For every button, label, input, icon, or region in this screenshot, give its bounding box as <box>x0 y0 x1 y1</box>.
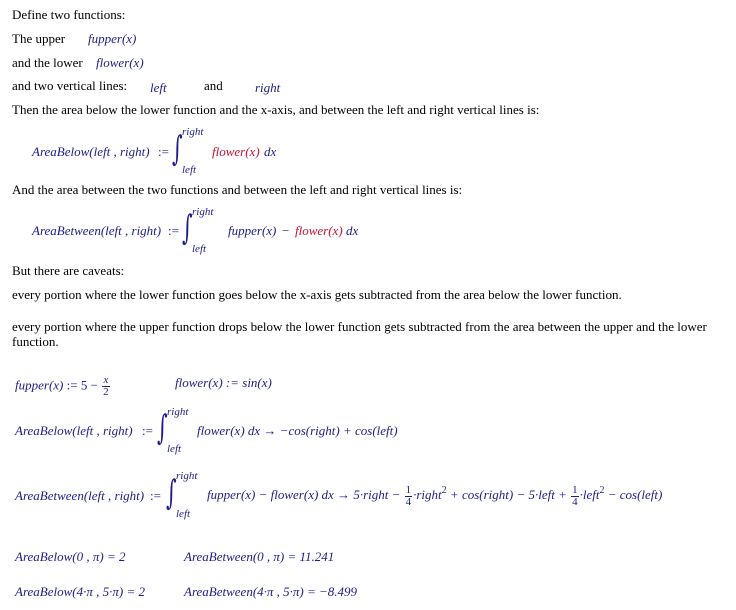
area-between-result: fupper(x) − flower(x) dx → 5·right − $\frac{1}{4}$ ·right$^2$ + cos(right) − 5·left + $\frac{1}{4}$ ·left$^2$ − cos(left) <box>207 483 663 508</box>
right-var[interactable]: right <box>255 80 281 95</box>
flower-definition[interactable]: flower(x) := sin(x) <box>175 375 272 390</box>
upper-limit: right <box>182 126 204 138</box>
result-area-below-0-pi[interactable]: AreaBelow(0 , π) = 2 <box>15 549 126 564</box>
area-below-result: flower(x) dx → −cos(right) + cos(left) <box>197 423 398 438</box>
minus-op: − <box>282 223 290 238</box>
vertical-lines-label: and two vertical lines: <box>12 78 128 93</box>
lower-limit: left <box>182 164 197 176</box>
integral-sign-icon: ∫ <box>172 129 183 169</box>
area-below-lhs: AreaBelow(left , right) <box>15 423 133 438</box>
caveats-heading: But there are caveats: <box>12 263 125 278</box>
integral-sign-icon: ∫ <box>157 408 168 448</box>
area-below-text: Then the area below the lower function and the x-axis, and between the left and right vertical lines is: <box>12 102 540 117</box>
fraction: $\frac{x}{2}$ <box>103 374 109 398</box>
area-between-lhs: AreaBetween(left , right) <box>15 488 145 503</box>
fraction: $\frac{1}{4}$ <box>572 483 578 508</box>
integrand-fupper: fupper(x) <box>228 223 277 238</box>
integral-sign-icon: ∫ <box>166 473 177 513</box>
assign-op: := <box>168 223 179 238</box>
left-var[interactable]: left <box>150 80 167 95</box>
assign-op: := <box>150 488 161 503</box>
lower-fn[interactable]: flower(x) <box>96 55 144 70</box>
fupper-lhs: fupper(x) <box>15 377 64 393</box>
upper-label: The upper <box>12 31 66 46</box>
lower-limit: left <box>176 508 191 520</box>
upper-limit: right <box>167 406 189 418</box>
fupper-assign: := 5 − <box>66 377 98 393</box>
fupper-definition[interactable] <box>15 375 111 398</box>
dx: dx <box>346 223 359 238</box>
caveat-1: every portion where the lower function goes below the x-axis gets subtracted from the area below the lower function. <box>12 287 622 302</box>
upper-limit: right <box>176 470 198 482</box>
caveat-2: every portion where the upper function drops below the lower function gets subtracted from the area between the upper and the lower function. <box>12 319 707 349</box>
area-between-text: And the area between the two functions and between the left and right vertical lines is: <box>12 182 463 197</box>
fraction: $\frac{1}{4}$ <box>405 483 412 508</box>
assign-op: := <box>142 423 153 438</box>
upper-limit: right <box>192 206 214 218</box>
upper-fn[interactable]: fupper(x) <box>88 31 137 46</box>
lower-limit: left <box>192 243 207 255</box>
assign-op: := <box>158 144 169 159</box>
result-area-between-0-pi[interactable]: AreaBetween(0 , π) = 11.241 <box>184 549 335 564</box>
area-between-lhs: AreaBetween(left , right) <box>32 223 162 238</box>
dx: dx <box>264 144 277 159</box>
integrand-flower: flower(x) <box>295 223 343 238</box>
lower-label: and the lower <box>12 55 83 70</box>
and-text: and <box>204 78 223 93</box>
result-area-between-4pi-5pi[interactable]: AreaBetween(4·π , 5·π) = −8.499 <box>184 584 358 599</box>
result-area-below-4pi-5pi[interactable]: AreaBelow(4·π , 5·π) = 2 <box>15 584 145 599</box>
intro-line: Define two functions: <box>12 7 126 22</box>
lower-limit: left <box>167 443 182 455</box>
integrand-flower: flower(x) <box>212 144 260 159</box>
area-below-lhs: AreaBelow(left , right) <box>32 144 150 159</box>
integral-sign-icon: ∫ <box>182 208 193 248</box>
